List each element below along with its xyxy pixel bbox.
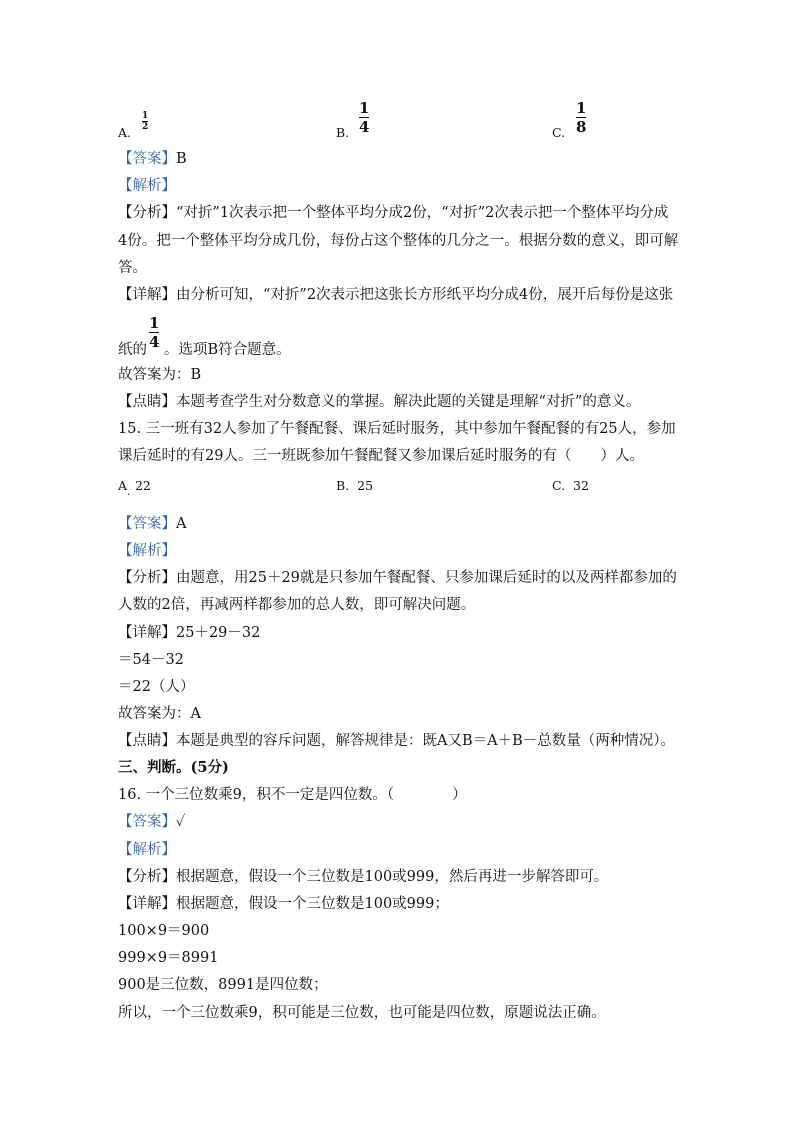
- xiangjie-tag: 【详解】: [118, 896, 176, 912]
- q14-dianjing: [118, 393, 640, 411]
- q14-fenxi-line-3: 答。: [118, 260, 147, 276]
- fraction-one-quarter: [359, 99, 369, 136]
- fenxi-tag: 【分析】: [118, 205, 176, 221]
- xiangjie-tag: 【详解】: [118, 287, 176, 303]
- q14-fenxi-line-2: 4份。把一个整体平均分成几份，每份占这个整体的几分之一。根据分数的意义，即可解: [118, 233, 679, 249]
- denominator: 4: [149, 333, 160, 351]
- fenxi-tag: 【分析】: [118, 869, 176, 885]
- q16-calc-line-2: 999×9＝8991: [118, 950, 219, 966]
- option-value: 22: [134, 478, 151, 493]
- inline-fraction-one-quarter: [149, 314, 159, 351]
- q16-xiangjie: [118, 895, 449, 913]
- xiangjie-text: 根据题意，假设一个三位数是100或999；: [176, 896, 449, 912]
- xiangjie-tag: 【详解】: [118, 625, 176, 641]
- option-letter: A: [118, 478, 128, 493]
- option-value: 25: [357, 478, 374, 493]
- q15-xiangjie-line-1: [118, 624, 260, 642]
- answer-tag: 【答案】: [118, 516, 176, 532]
- dianjing-tag: 【点睛】: [118, 394, 176, 410]
- q15-analysis-tag: 【解析】: [118, 543, 176, 559]
- denominator: 4: [359, 118, 370, 136]
- answer-value: B: [176, 151, 187, 167]
- fraction-one-eighth: [576, 99, 586, 136]
- q16-calc-line-1: 100×9＝900: [118, 923, 210, 939]
- dianjing-text: 本题考查学生对分数意义的掌握。解决此题的关键是理解“对折”的意义。: [176, 394, 641, 410]
- q14-xiangjie-line-1: [118, 286, 673, 304]
- q15-fenxi-line-2: 人数的2倍，再减两样都参加的总人数，即可解决问题。: [118, 597, 476, 613]
- answer-tag: 【答案】: [118, 814, 176, 830]
- fenxi-text: “对折”1次表示把一个整体平均分成2份，“对折”2次表示把一个整体平均分成: [176, 205, 669, 221]
- q15-stem-line-1: 15. 三一班有32人参加了午餐配餐、课后延时服务，其中参加午餐配餐的有25人，参加: [118, 421, 676, 437]
- section-title: 三、判断。(5分): [118, 759, 229, 776]
- numerator: 1: [149, 314, 160, 332]
- answer-tag: 【答案】: [118, 151, 176, 167]
- q14-xiangjie-line-2-pre: 纸的: [118, 342, 147, 358]
- option-value: 32: [573, 478, 589, 493]
- denominator: 2: [142, 122, 149, 132]
- denominator: 8: [576, 118, 587, 136]
- option-letter: C.: [552, 125, 566, 140]
- q16-analysis-tag: 【解析】: [118, 842, 176, 858]
- q16-answer: [118, 813, 185, 831]
- q15-option-c: [552, 478, 589, 493]
- q16-fenxi: [118, 868, 608, 886]
- q16-stem: 16. 一个三位数乘9，积不一定是四位数。（ ）: [118, 787, 467, 803]
- check-icon: ✓: [176, 814, 186, 830]
- q16-calc-line-3: 900是三位数，8991是四位数；: [118, 977, 328, 993]
- option-letter: B.: [336, 125, 350, 140]
- q14-conclusion: 故答案为：B: [118, 367, 202, 383]
- fenxi-text: 由题意，用25＋29就是只参加午餐配餐、只参加课后延时的以及两样都参加的: [176, 570, 677, 586]
- fenxi-text: 根据题意，假设一个三位数是100或999，然后再进一步解答即可。: [176, 869, 609, 885]
- numerator: 1: [359, 99, 370, 117]
- q14-xiangjie-line-2-post: 。选项B符合题意。: [164, 342, 291, 358]
- option-letter: A.: [118, 125, 132, 140]
- xiangjie-text: 25＋29－32: [176, 625, 261, 641]
- option-letter: B.: [336, 478, 350, 493]
- q15-xiangjie-line-3: ＝22（人）: [118, 679, 195, 695]
- q15-dianjing: [118, 732, 675, 750]
- q15-xiangjie-line-2: ＝54－32: [118, 652, 184, 668]
- option-dot: ·: [127, 490, 131, 501]
- q14-answer: [118, 150, 187, 168]
- q14-analysis-tag: 【解析】: [118, 178, 176, 194]
- q15-stem-line-2: 课后延时的有29人。三一班既参加午餐配餐又参加课后延时服务的有（ ）人。: [118, 448, 644, 464]
- q15-answer: [118, 515, 186, 533]
- xiangjie-text: 由分析可知，“对折”2次表示把这张长方形纸平均分成4份，展开后每份是这张: [176, 287, 674, 303]
- q15-conclusion: 故答案为：A: [118, 706, 201, 722]
- numerator: 1: [576, 99, 587, 117]
- numerator: 1: [142, 111, 149, 121]
- q15-option-b: [336, 478, 373, 493]
- option-letter: C.: [552, 478, 566, 493]
- fenxi-tag: 【分析】: [118, 570, 176, 586]
- answer-value: A: [176, 516, 187, 532]
- q16-conclusion: 所以，一个三位数乘9，积可能是三位数，也可能是四位数，原题说法正确。: [118, 1005, 606, 1021]
- q15-option-a: [118, 478, 151, 493]
- dianjing-text: 本题是典型的容斥问题，解答规律是：既A又B＝A＋B－总数量（两种情况）。: [176, 733, 676, 749]
- fraction-one-half: [142, 111, 148, 132]
- q14-fenxi-line-1: [118, 204, 668, 222]
- q15-fenxi-line-1: [118, 569, 677, 587]
- dianjing-tag: 【点睛】: [118, 733, 176, 749]
